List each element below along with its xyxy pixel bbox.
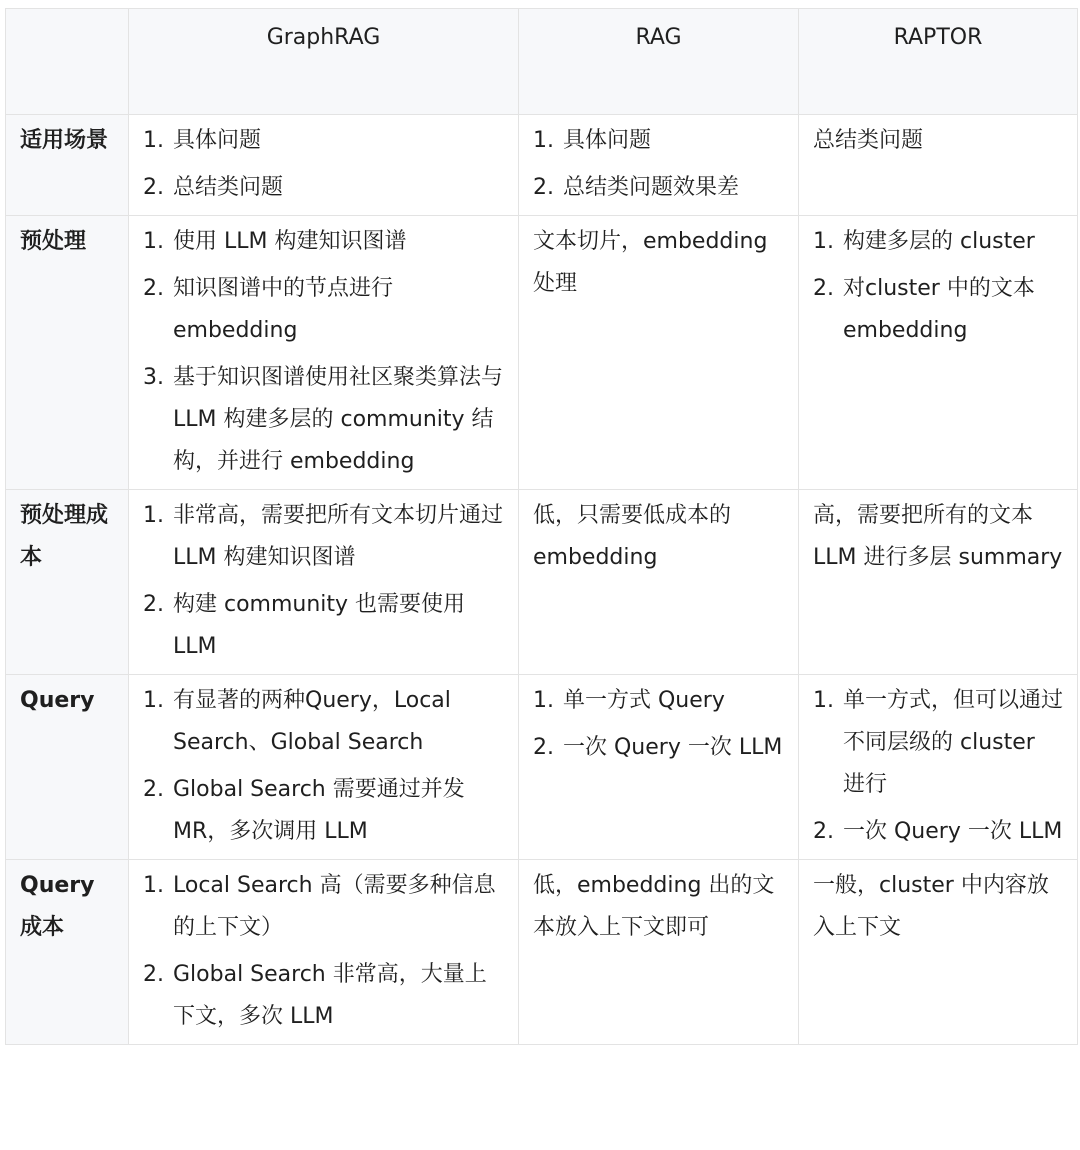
header-corner-cell [6,9,129,115]
numbered-list [143,221,504,483]
cell-rag [519,216,799,490]
comparison-table [5,8,1078,1045]
cell-raptor [799,490,1078,675]
list-item [143,268,504,352]
header-graphrag: GraphRAG [129,9,519,115]
numbered-list [143,495,504,668]
list-item-text: 有显著的两种Query，Local Search、Global Search [173,688,451,755]
cell-rag [519,490,799,675]
header-row [6,9,1078,115]
cell-raptor [799,115,1078,216]
list-number: 1. [143,128,164,153]
list-item-text: 一次 Query 一次 LLM [843,819,1063,844]
list-item [143,167,504,209]
cell-text: 低，只需要低成本的 embedding [533,503,732,570]
list-item-text: 构建多层的 cluster [843,229,1035,254]
list-item [813,811,1063,853]
list-item-text: 一次 Query 一次 LLM [563,735,783,760]
list-item [533,120,784,162]
table-row [6,490,1078,675]
cell-rag [519,860,799,1045]
list-number: 1. [143,873,164,898]
cell-graphrag [129,490,519,675]
list-number: 2. [813,819,834,844]
cell-graphrag [129,115,519,216]
numbered-list [813,221,1063,352]
list-item-text: 对cluster 中的文本 embedding [843,276,1035,343]
list-number: 1. [533,688,554,713]
row-label: Query [6,675,129,860]
table-body [6,115,1078,1045]
cell-graphrag [129,216,519,490]
list-item [533,727,784,769]
list-number: 2. [143,592,164,617]
table-row [6,675,1078,860]
list-item-text: 单一方式，但可以通过不同层级的 cluster 进行 [843,688,1064,797]
list-item [143,584,504,668]
numbered-list [813,680,1063,853]
list-item [143,221,504,263]
list-number: 2. [143,777,164,802]
list-number: 1. [813,688,834,713]
list-number: 2. [143,962,164,987]
cell-text: 文本切片，embedding 处理 [533,229,768,296]
cell-raptor [799,860,1078,1045]
list-item-text: 具体问题 [563,128,652,153]
row-label: Query 成本 [6,860,129,1045]
cell-graphrag [129,860,519,1045]
list-number: 2. [813,276,834,301]
list-item-text: 构建 community 也需要使用 LLM [173,592,466,659]
cell-text: 一般，cluster 中内容放入上下文 [813,873,1049,940]
list-item [143,769,504,853]
list-number: 2. [533,175,554,200]
list-item [813,680,1063,806]
table-row [6,216,1078,490]
list-number: 1. [143,688,164,713]
numbered-list [533,680,784,769]
cell-raptor [799,216,1078,490]
list-number: 1. [143,503,164,528]
list-item-text: Global Search 需要通过并发 MR，多次调用 LLM [173,777,465,844]
list-number: 1. [143,229,164,254]
list-item-text: 总结类问题 [173,175,284,200]
list-number: 1. [533,128,554,153]
cell-text: 高，需要把所有的文本 LLM 进行多层 summary [813,503,1063,570]
list-item-text: 总结类问题效果差 [563,175,740,200]
cell-raptor [799,675,1078,860]
cell-rag [519,115,799,216]
list-item [533,680,784,722]
numbered-list [143,865,504,1038]
row-label: 适用场景 [6,115,129,216]
cell-graphrag [129,675,519,860]
table-row [6,115,1078,216]
list-item [143,120,504,162]
comparison-table-container [5,8,1077,1045]
header-rag: RAG [519,9,799,115]
list-item-text: 知识图谱中的节点进行 embedding [173,276,394,343]
table-row [6,860,1078,1045]
numbered-list [143,680,504,853]
list-number: 2. [143,175,164,200]
list-item-text: 基于知识图谱使用社区聚类算法与 LLM 构建多层的 community 结构，并进行 embedding [173,365,504,474]
numbered-list [143,120,504,209]
row-label: 预处理成本 [6,490,129,675]
list-item-text: 使用 LLM 构建知识图谱 [173,229,407,254]
row-label: 预处理 [6,216,129,490]
cell-text: 低，embedding 出的文本放入上下文即可 [533,873,775,940]
list-item [143,495,504,579]
list-number: 2. [143,276,164,301]
list-item-text: Global Search 非常高，大量上下文，多次 LLM [173,962,487,1029]
list-number: 1. [813,229,834,254]
list-item [143,680,504,764]
list-number: 3. [143,365,164,390]
list-item [813,221,1063,263]
list-item [533,167,784,209]
list-item-text: Local Search 高（需要多种信息的上下文） [173,873,496,940]
list-item [143,865,504,949]
list-item [143,357,504,483]
numbered-list [533,120,784,209]
list-item [143,954,504,1038]
list-item-text: 非常高，需要把所有文本切片通过 LLM 构建知识图谱 [173,503,504,570]
header-raptor: RAPTOR [799,9,1078,115]
cell-text: 总结类问题 [813,128,924,153]
list-number: 2. [533,735,554,760]
list-item-text: 具体问题 [173,128,262,153]
list-item-text: 单一方式 Query [563,688,725,713]
list-item [813,268,1063,352]
cell-rag [519,675,799,860]
